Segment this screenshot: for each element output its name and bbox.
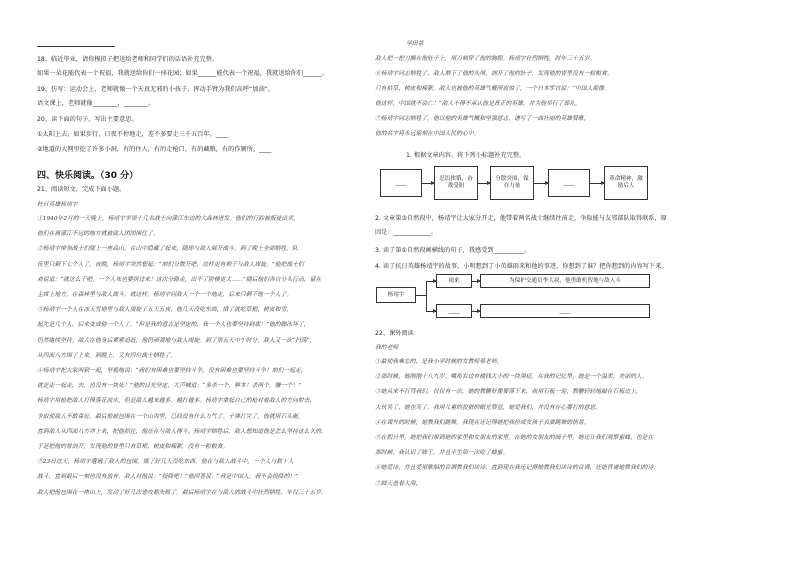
- passage-title: 杜日英雄杨靖宇: [37, 202, 78, 208]
- page-label: 学田景: [406, 41, 424, 47]
- passage-line: ③杨靖宇一个人在冰天雪地里与敌人周旋了五天五夜，他几天没吃东西，饿了就吃草根、树皮和雪，: [37, 307, 293, 314]
- passage-line: ②那时候，她刚刚十八九岁。嘴角右边有榆钱大小的一块黑痣。在我的记忆里，她是一个温柔、美丽的人。: [375, 374, 648, 381]
- passage-line: 只有枯草、树皮和棉絮。敌人也被他的英雄气概所震惊了，一个日本军官说：“中国人都像: [375, 86, 605, 92]
- passage-line: ⑥她爱诗，并且爱用歌唱的音调教我们读诗。直到现在我还记得她教我们读诗的音调，还能背诵她教我们的诗：: [375, 465, 660, 472]
- passage-line: 他这样，中国就不会亡！”敌人不得不承认他是真正的英雄，并为他举行了葬礼。: [375, 101, 581, 107]
- passage-line: ⑦杨靖宇同志牺牲了，他以他的英雄气概和坚强意志，谱写了一曲壮丽的英雄赞歌，: [375, 116, 590, 122]
- section-title: 四、快乐阅读。（30 分）: [37, 171, 139, 181]
- passage-line: ①最使我难忘的，是我小学时候的女教师蔡老师。: [375, 359, 503, 365]
- tree-arrow-bottom-2: [472, 311, 480, 312]
- q18-line2: 如果一朵花能代表一个祝福，我就送给你们一座花园；如果______能代表一个祝福，我就送给你们______。: [37, 70, 328, 77]
- passage-line: ⑤在假日里，她把我们带到她的家里和女朋友的家里。在她的女朋友的园子里，她还让我们观察蜜蜂，也是在: [375, 435, 654, 441]
- q19-text: 19、仿写：运动会上，老师就像一个天真无邪的小孩子，挥动手臂为我们高呼“加油”。: [37, 86, 275, 93]
- passage-line: 从四面八方围了上来。到晚上，又有四位战士牺牲了。: [37, 352, 177, 359]
- q4-text: 4. 读了抗日英雄杨靖宇的故事，小明想到了小英雄雨来和他的事迹，你想到了谁？把你想到的内容写下来。: [375, 263, 668, 270]
- blank-rule: [37, 46, 115, 47]
- flow-arrow-3: [534, 183, 548, 184]
- passage-line: 战斗，直到最后一刻也没有放弃。敌人对他说：“投降吧！”他回答说：“我是中国人，我不会投降的！”: [37, 474, 299, 481]
- passage-line: ③她从来不打骂我们。仅仅有一次，她的教鞭好像要落下来，我用石板一迎，教鞭轻轻地敲在石板边上，: [375, 389, 642, 396]
- flow-arrow-4: [590, 183, 604, 184]
- passage-line: ⑦圆天盖着大海，: [375, 480, 422, 487]
- passage-line: 他的名字将永远铭刻在中国人民的心中。: [375, 131, 480, 137]
- passage-line: 那时候，我认识了蜂王，并且平生第一次吃了蜂蜜。: [375, 450, 509, 457]
- q3-text: 3. 读了第①自然段画横线的句子，我感受到__________。: [375, 247, 531, 254]
- tree-top-right-box: 为保护交通员李大叔，他勇敢机智地与敌人斗: [480, 274, 650, 288]
- flow-box-4: ____: [548, 169, 590, 197]
- tree-bottom-right-box: ____: [480, 304, 650, 318]
- tree-arrow-top: [426, 281, 436, 282]
- passage-line: ②杨靖宇带领战士们爬上一座高山，在山中隐藏了起来，随即与敌人展开战斗。到了晚上全部牺牲，队: [37, 246, 298, 253]
- q19-line2: 语文课上，老师就像________，________。: [37, 100, 155, 107]
- passage-line: 仍然继续坚持。敌人在他身后紧紧追赶，他仍顽强地与敌人周旋。到了第五天中午时分，敌人又一次“扫荡”，: [37, 337, 316, 344]
- flow-box-1: ____: [380, 169, 422, 197]
- passage-line: 于是把他的胃剖开，发现他的胃里只有草根、树皮和棉絮，没有一粒粮食。: [37, 444, 229, 450]
- passage-line: 起先是几个人，后来变成他一个人了。“但是我的意志是坚定的，我一个人也要坚持到底！”他的脚冻坏了，: [37, 322, 310, 329]
- q20-item2: ②地道的大网里挖了许多小洞，有的住人，有的走枪口，有的藏粮，有的作厕所。____: [37, 146, 272, 153]
- tree-arrow-top-2: [472, 281, 480, 282]
- tree-arrow-bottom: [426, 311, 436, 312]
- passage-line: 伍里只剩下七个人了。夜晚，杨靖宇突然想起：“咱们分散开吧，这样更有利于与敌人周旋。”他把战士们: [37, 261, 304, 268]
- passage2-title: 我的老师: [375, 345, 399, 351]
- flow-box-3: 分散突围，保存力量: [490, 166, 534, 200]
- passage-line: 就是走一起走，去，也没有一块死！”他的目光坚定，大声喊道：“多杀一个，够本！杀两个，赚一个！”: [37, 383, 301, 390]
- passage-line: 劝说道：“就这么干吧，一个人死也要拼过来！这次分路走，出不了阶梯更大……”随后他们各自分头行动，留在: [37, 276, 322, 283]
- passage-line: 大伙笑了，她也笑了。我用儿童的狡猾的眼光察觉，她爱我们，并没有存心要打的意思。: [375, 404, 602, 411]
- passage-line: ①1940年2月的一天晚上，杨靖宇率领十几名战士向濛江东边的大森林进发。他们的行踪被叛徒出卖，: [37, 216, 299, 222]
- passage-line: 直到敌人从四面八方冲上来，把他抓住，他还在与敌人搏斗。杨靖宇牺牲后，敌人想知道他是怎么坚持这么久的，: [37, 428, 327, 435]
- passage-line: 敌人把他包围在一座山上，发动了好几次进攻都失败了。最后杨靖宇在与敌人的战斗中壮烈牺牲，年仅三十五岁。: [37, 489, 327, 496]
- flow-arrow-1: [422, 183, 434, 184]
- flow-box-5: 革命精神，激励后人: [604, 166, 648, 200]
- passage-line: ⑤23日这天，杨靖宇遭遇了敌人的包围，饿了好几天没吃东西，他在与敌人战斗中，一个人与数十人: [37, 459, 294, 466]
- passage-line: ⑥杨靖宇同志牺牲了，敌人割下了他的头颅，剖开了他的肚子，发现他的胃里没有一粒粮食。: [375, 71, 613, 77]
- tree-top-left-box: 雨来: [436, 274, 472, 288]
- tree-connector: [416, 295, 426, 296]
- q20-text: 20、读下面的句子，写出主要意思。: [37, 116, 138, 123]
- q2-text: 2. 文章第③自然段中，杨靖宇让大家分开走，他带着两名战士继续往前走，争取能与友邻部队取得联系，原: [375, 215, 667, 222]
- q22-text: 22、课外阅读: [375, 330, 414, 337]
- q2-line2: 因是：____________。: [375, 229, 437, 236]
- tree-branch: [426, 281, 427, 311]
- passage-line: 敌人把一把刀搁在他肚子上，用刀刺穿了他的胸膛。杨靖宇壮烈牺牲，时年三十五岁。: [375, 56, 596, 62]
- tree-bottom-left-box: ____: [436, 304, 472, 318]
- passage-line: 他们在离濛江不远的地方就被敌人团团围住了。: [37, 231, 159, 238]
- passage-line: ④在课外的时候，她教我们跳舞，我现在还记得她把我扮成女孩子表演跳舞的情景。: [375, 419, 590, 426]
- passage-line: ④杨靖宇把大家叫到一起，坚毅地说：“我们有困难也要坚持斗争，没有困难也要坚持斗争！咱们一起走，: [37, 368, 307, 374]
- passage-line: 争取使敌人不敢靠近。最后他被包围在一个山沟里，已经没有什么力气了。子弹打完了，他就用石头砸，: [37, 413, 304, 420]
- passage-line: 杨靖宇用枪把敌人打得落花流水，但是敌人越来越多，越打越多。杨靖宇拿起自己的枪对着敌人的方向射去，: [37, 398, 316, 405]
- flow-box-2: 忍饥挨饿，奋战受阻: [434, 166, 478, 200]
- tree-root-box: 杨靖宇: [376, 287, 416, 303]
- q21-text: 21、阅读短文，完成下面小题。: [37, 186, 126, 193]
- q20-item1: ①太阳上去，如果步行，日夜不停地走，差不多要走三千五百年。____: [37, 131, 229, 138]
- passage-line: 主席上地方，在森林里与敌人战斗。就这样，杨靖宇同敌人一个一个地走，后来只剩下他一个人了。: [37, 292, 293, 298]
- q1-text: 1. 根据文章内容，将下列小标题补充完整。: [406, 152, 526, 159]
- q18-text: 18、临近毕业，请你模拟子把送给老师和同学们的话语补充完整。: [37, 56, 219, 63]
- flow-arrow-2: [478, 183, 490, 184]
